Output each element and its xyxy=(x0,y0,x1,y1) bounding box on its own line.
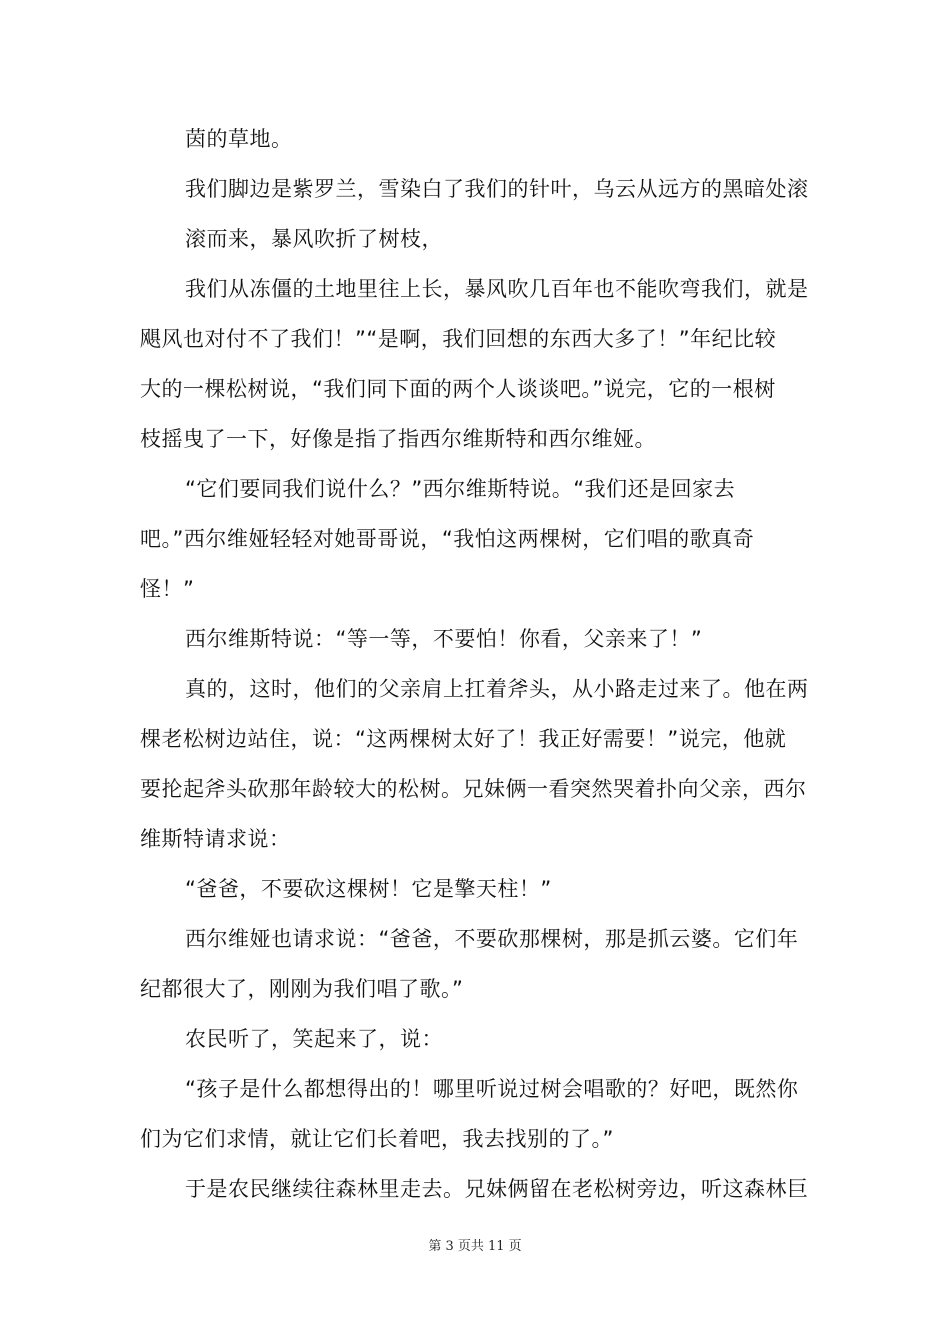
text-line: 滚而来，暴风吹折了树枝， xyxy=(185,227,443,251)
text-line: 我们脚边是紫罗兰，雪染白了我们的针叶，乌云从远方的黑暗处滚 xyxy=(185,177,809,201)
text-line: 棵老松树边站住，说：“这两棵树太好了！我正好需要！”说完，他就 xyxy=(140,727,787,751)
text-line: 大的一棵松树说，“我们同下面的两个人谈谈吧。”说完，它的一根树 xyxy=(140,377,776,401)
text-line: 农民听了，笑起来了，说： xyxy=(185,1027,443,1051)
page-number-footer: 第 3 页共 11 页 xyxy=(428,1239,522,1254)
text-line: 怪！” xyxy=(140,577,195,601)
text-line: “孩子是什么都想得出的！哪里听说过树会唱歌的？好吧，既然你 xyxy=(185,1077,799,1101)
text-line: “爸爸，不要砍这棵树！它是擎天柱！” xyxy=(185,877,552,901)
text-line: 维斯特请求说： xyxy=(140,827,291,851)
text-line: 真的，这时，他们的父亲肩上扛着斧头，从小路走过来了。他在两 xyxy=(185,677,809,701)
text-line: 西尔维斯特说：“等一等，不要怕！你看，父亲来了！” xyxy=(185,627,703,651)
text-line: 要抡起斧头砍那年龄较大的松树。兄妹俩一看突然哭着扑向父亲，西尔 xyxy=(140,777,807,801)
text-line: 于是农民继续往森林里走去。兄妹俩留在老松树旁边，听这森林巨 xyxy=(185,1177,809,1201)
text-line: 吧。”西尔维娅轻轻对她哥哥说，“我怕这两棵树，它们唱的歌真奇 xyxy=(140,527,755,551)
text-line: 纪都很大了，刚刚为我们唱了歌。” xyxy=(140,977,464,1001)
text-line: 茵的草地。 xyxy=(185,127,293,151)
text-line: 我们从冻僵的土地里往上长，暴风吹几百年也不能吹弯我们，就是 xyxy=(185,277,809,301)
text-line: 们为它们求情，就让它们长着吧，我去找别的了。” xyxy=(140,1127,614,1151)
text-line: 西尔维娅也请求说：“爸爸，不要砍那棵树，那是抓云婆。它们年 xyxy=(185,927,799,951)
text-line: 飓风也对付不了我们！”“是啊，我们回想的东西大多了！”年纪比较 xyxy=(140,327,777,351)
text-line: 枝摇曳了一下，好像是指了指西尔维斯特和西尔维娅。 xyxy=(140,427,656,451)
text-line: “它们要同我们说什么？”西尔维斯特说。“我们还是回家去 xyxy=(185,477,736,501)
